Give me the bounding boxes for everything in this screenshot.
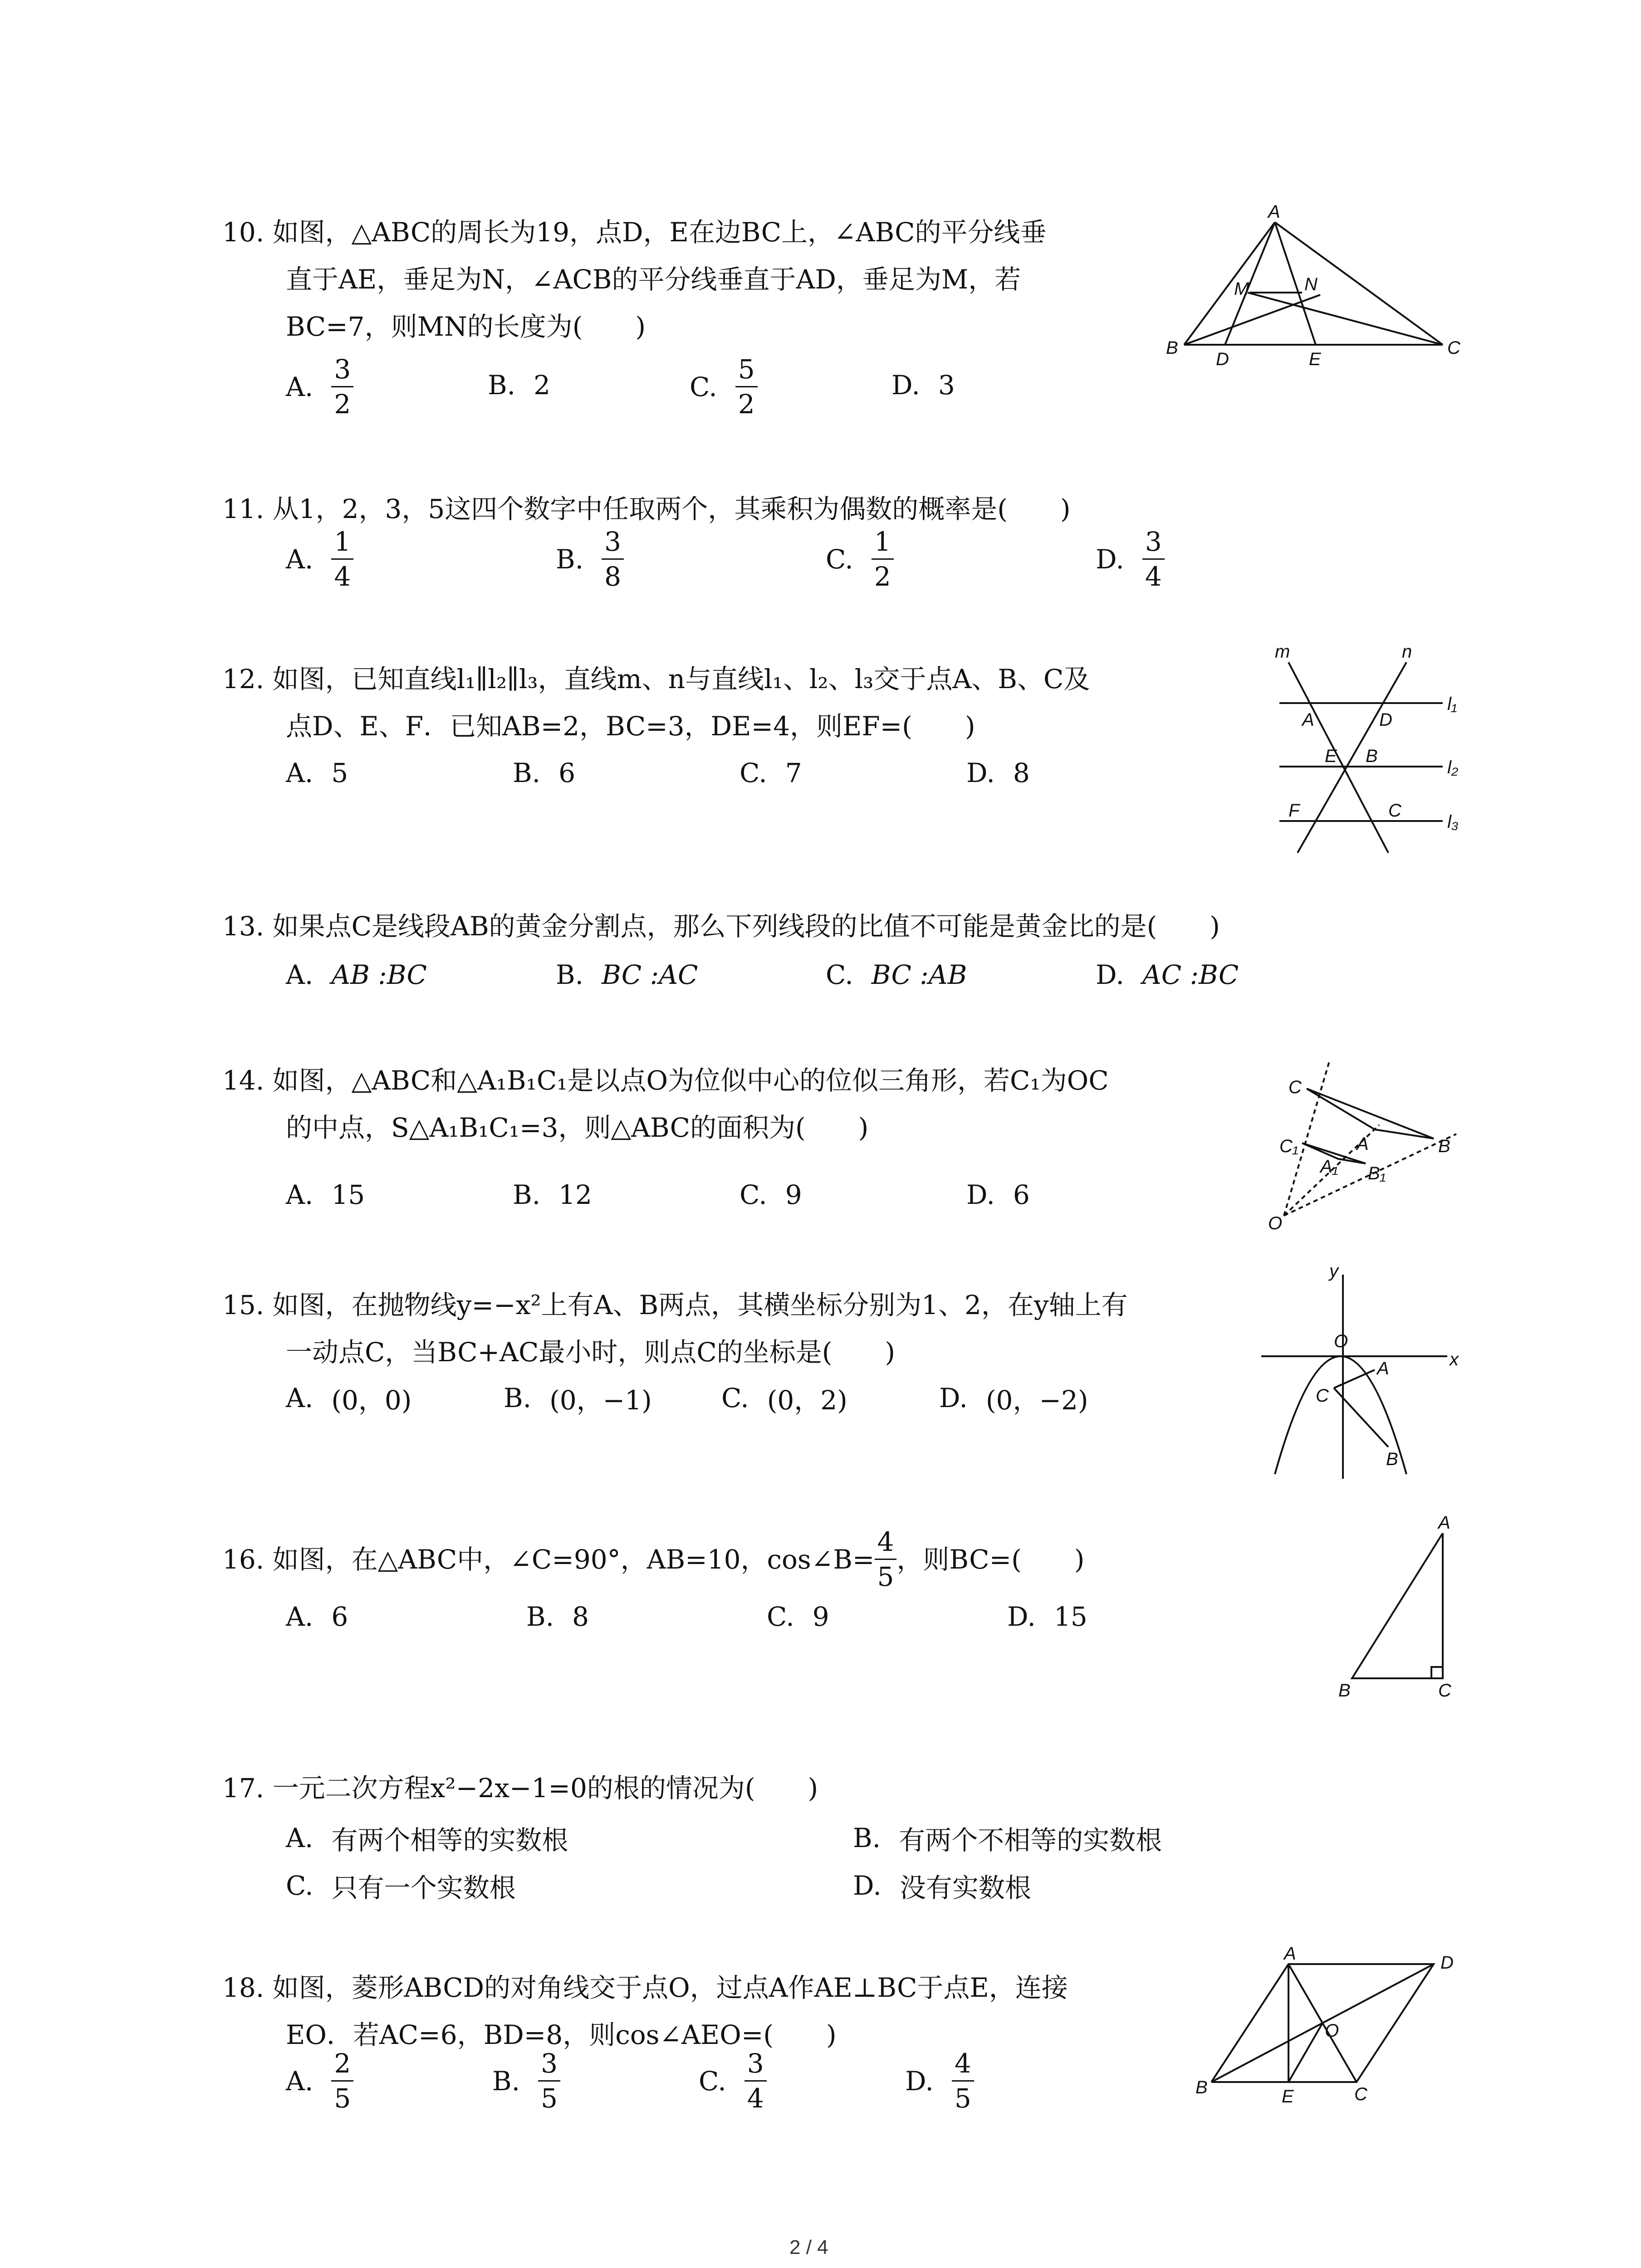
label-o: O	[1325, 2021, 1339, 2041]
label-e: E	[1325, 746, 1337, 766]
label-o: O	[1268, 1213, 1283, 1233]
question-18-line-1: 18. 如图，菱形ABCD的对角线交于点O，过点A作AE⊥BC于点E，连接	[222, 1972, 1068, 2003]
question-14	[222, 1057, 1109, 1151]
option-a[interactable]: A. 6	[286, 1601, 348, 1632]
label-a: A	[1438, 1515, 1450, 1533]
option-d[interactable]: D. AC :BC	[1096, 959, 1239, 990]
option-text: 3	[938, 370, 955, 401]
label-b1: B₁	[1368, 1163, 1386, 1183]
option-b[interactable]: B. 8	[526, 1601, 589, 1632]
question-14-line-1: 14. 如图，△ABC和△A₁B₁C₁是以点O为位似中心的位似三角形，若C₁为OC	[222, 1065, 1109, 1096]
question-15	[222, 1281, 1128, 1376]
fraction: $\frac{3}{5}$	[538, 2050, 560, 2112]
question-10-line-2: 直于AE，垂足为N，∠ACB的平分线垂直于AD，垂足为M，若	[286, 264, 1021, 295]
option-a[interactable]: A. $\frac{2}{5}$	[286, 2050, 353, 2112]
label-n: N	[1304, 274, 1318, 294]
label-b: B	[1195, 2077, 1208, 2097]
option-d[interactable]	[892, 370, 955, 401]
question-17-line-1: 17. 一元二次方程x²−2x−1=0的根的情况为( )	[222, 1773, 818, 1804]
figure-q12-parallel-lines	[1270, 644, 1479, 857]
option-c[interactable]: C. 9	[740, 1179, 802, 1210]
question-12-line-1: 12. 如图，已知直线l₁∥l₂∥l₃，直线m、n与直线l₁、l₂、l₃交于点A、B、C及	[222, 664, 1090, 694]
question-16-line-1: 16. 如图，在△ABC中，∠C=90°，AB=10，cos∠B= $\frac{4}{5}$ ，则BC=( )	[222, 1526, 1085, 1592]
option-a[interactable]	[286, 528, 353, 590]
option-b[interactable]	[556, 528, 624, 590]
label-c: C	[1438, 1681, 1451, 1701]
question-13-line-1: 13. 如果点C是线段AB的黄金分割点，那么下列线段的比值不可能是黄金比的是( )	[222, 911, 1220, 942]
option-d[interactable]: D. $\frac{4}{5}$	[905, 2050, 974, 2112]
page-number: 2 / 4	[789, 2236, 828, 2258]
option-c[interactable]: C. BC :AB	[826, 959, 967, 990]
label-l1: l₁	[1447, 694, 1457, 714]
fraction: $\frac{1}{2}$	[872, 528, 894, 590]
question-13	[222, 903, 1220, 950]
label-d: D	[1440, 1953, 1454, 1973]
question-18	[222, 1964, 1068, 2058]
fraction: $\frac{3}{2}$	[331, 356, 353, 417]
label-o: O	[1334, 1331, 1348, 1351]
label-b: B	[1386, 1449, 1398, 1469]
option-b[interactable]: B. 12	[513, 1179, 592, 1210]
fraction: $\frac{4}{5}$	[875, 1529, 897, 1590]
question-10-line-3: BC=7，则MN的长度为( )	[286, 311, 646, 342]
label-n: n	[1402, 644, 1412, 662]
option-b[interactable]: B. BC :AC	[556, 959, 698, 990]
label-a: A	[1302, 710, 1314, 730]
question-10	[222, 209, 1047, 350]
option-b[interactable]	[488, 370, 550, 401]
option-a[interactable]: A. 有两个相等的实数根	[286, 1823, 568, 1856]
question-11-line-1: 11. 从1，2，3，5这四个数字中任取两个，其乘积为偶数的概率是( )	[222, 494, 1071, 524]
option-c[interactable]: C. 只有一个实数根	[286, 1870, 516, 1903]
fraction: $\frac{2}{5}$	[331, 2050, 353, 2112]
label-e: E	[1309, 349, 1321, 369]
label-b: B	[1166, 338, 1178, 358]
option-d[interactable]: D. 6	[966, 1179, 1030, 1210]
label-m: m	[1275, 644, 1290, 662]
label-x: x	[1450, 1349, 1459, 1369]
option-a[interactable]: A. AB :BC	[286, 959, 427, 990]
figure-q16-right-triangle	[1329, 1515, 1465, 1710]
figure-q15-parabola	[1257, 1266, 1465, 1483]
question-18-line-2: EO．若AC=6，BD=8，则cos∠AEO=( )	[286, 2019, 837, 2050]
option-a[interactable]: A. 15	[286, 1179, 365, 1210]
fraction: $\frac{3}{8}$	[602, 528, 624, 590]
label-y: y	[1329, 1266, 1338, 1281]
question-17	[222, 1765, 818, 1812]
figure-q14-homothety	[1261, 1057, 1461, 1238]
fraction: $\frac{3}{4}$	[745, 2050, 767, 2112]
option-b[interactable]: B. 有两个不相等的实数根	[853, 1823, 1162, 1856]
label-d: D	[1216, 349, 1229, 369]
label-a1: A₁	[1320, 1157, 1338, 1177]
option-a[interactable]	[286, 354, 353, 420]
option-label: D.	[892, 370, 920, 401]
option-d[interactable]: D. 15	[1007, 1601, 1087, 1632]
option-b[interactable]: B. $\frac{3}{5}$	[492, 2050, 560, 2112]
label-b: B	[1338, 1681, 1351, 1701]
label-d: D	[1379, 710, 1392, 730]
option-a[interactable]: A. (0，0)	[286, 1383, 412, 1416]
label-a: A	[1268, 204, 1280, 222]
label-c1: C₁	[1279, 1136, 1298, 1156]
label-a: A	[1377, 1359, 1389, 1378]
label-a: A	[1357, 1134, 1369, 1154]
label-c: C	[1316, 1386, 1329, 1406]
option-label: B.	[488, 370, 516, 401]
option-d[interactable]	[1096, 528, 1165, 590]
option-c[interactable]: C. (0，2)	[721, 1383, 847, 1416]
option-b[interactable]: B. 6	[513, 758, 575, 788]
fraction: $\frac{5}{2}$	[735, 356, 758, 417]
label-c: C	[1447, 338, 1460, 358]
fraction: $\frac{4}{5}$	[952, 2050, 974, 2112]
label-m: M	[1234, 279, 1249, 299]
question-11	[222, 485, 1071, 533]
label-c: C	[1354, 2084, 1367, 2104]
figure-q18-rhombus	[1189, 1946, 1470, 2118]
fraction: $\frac{1}{4}$	[331, 528, 353, 590]
option-label: A.	[286, 371, 314, 402]
label-l3: l₃	[1447, 812, 1459, 832]
question-12	[222, 655, 1090, 750]
question-15-line-2: 一动点C，当BC+AC最小时，则点C的坐标是( )	[286, 1337, 895, 1368]
option-label: A.	[286, 543, 314, 575]
option-c[interactable]	[826, 528, 894, 590]
question-14-line-2: 的中点，S△A₁B₁C₁=3，则△ABC的面积为( )	[286, 1112, 869, 1143]
option-d[interactable]: D. (0，−2)	[939, 1383, 1088, 1416]
option-c[interactable]: C. 9	[767, 1601, 829, 1632]
option-d[interactable]: D. 没有实数根	[853, 1870, 1031, 1903]
option-label: C.	[826, 543, 853, 575]
label-a: A	[1284, 1946, 1296, 1964]
question-12-line-2: 点D、E、F．已知AB=2，BC=3，DE=4，则EF=( )	[286, 711, 975, 742]
label-f: F	[1288, 801, 1300, 821]
option-c[interactable]: C. 7	[740, 758, 802, 788]
option-a[interactable]: A. 5	[286, 758, 348, 788]
option-c[interactable]	[690, 354, 758, 420]
option-label: D.	[1096, 543, 1124, 575]
figure-q10-triangle	[1166, 204, 1474, 376]
option-c[interactable]: C. $\frac{3}{4}$	[699, 2050, 767, 2112]
fraction: $\frac{3}{4}$	[1142, 528, 1165, 590]
question-15-line-1: 15. 如图，在抛物线y=−x²上有A、B两点，其横坐标分别为1、2，在y轴上有	[222, 1290, 1128, 1320]
label-c: C	[1388, 801, 1401, 821]
option-text: 2	[534, 370, 550, 401]
question-10-line-1: 10. 如图，△ABC的周长为19，点D，E在边BC上，∠ABC的平分线垂	[222, 217, 1047, 248]
label-l2: l₂	[1447, 758, 1459, 777]
label-c: C	[1288, 1077, 1302, 1097]
option-b[interactable]: B. (0，−1)	[504, 1383, 652, 1416]
label-b: B	[1366, 746, 1378, 766]
label-e: E	[1282, 2087, 1294, 2107]
label-b: B	[1438, 1136, 1450, 1156]
option-label: B.	[556, 543, 584, 575]
option-d[interactable]: D. 8	[966, 758, 1030, 788]
question-16	[222, 1526, 1085, 1592]
option-label: C.	[690, 371, 717, 402]
